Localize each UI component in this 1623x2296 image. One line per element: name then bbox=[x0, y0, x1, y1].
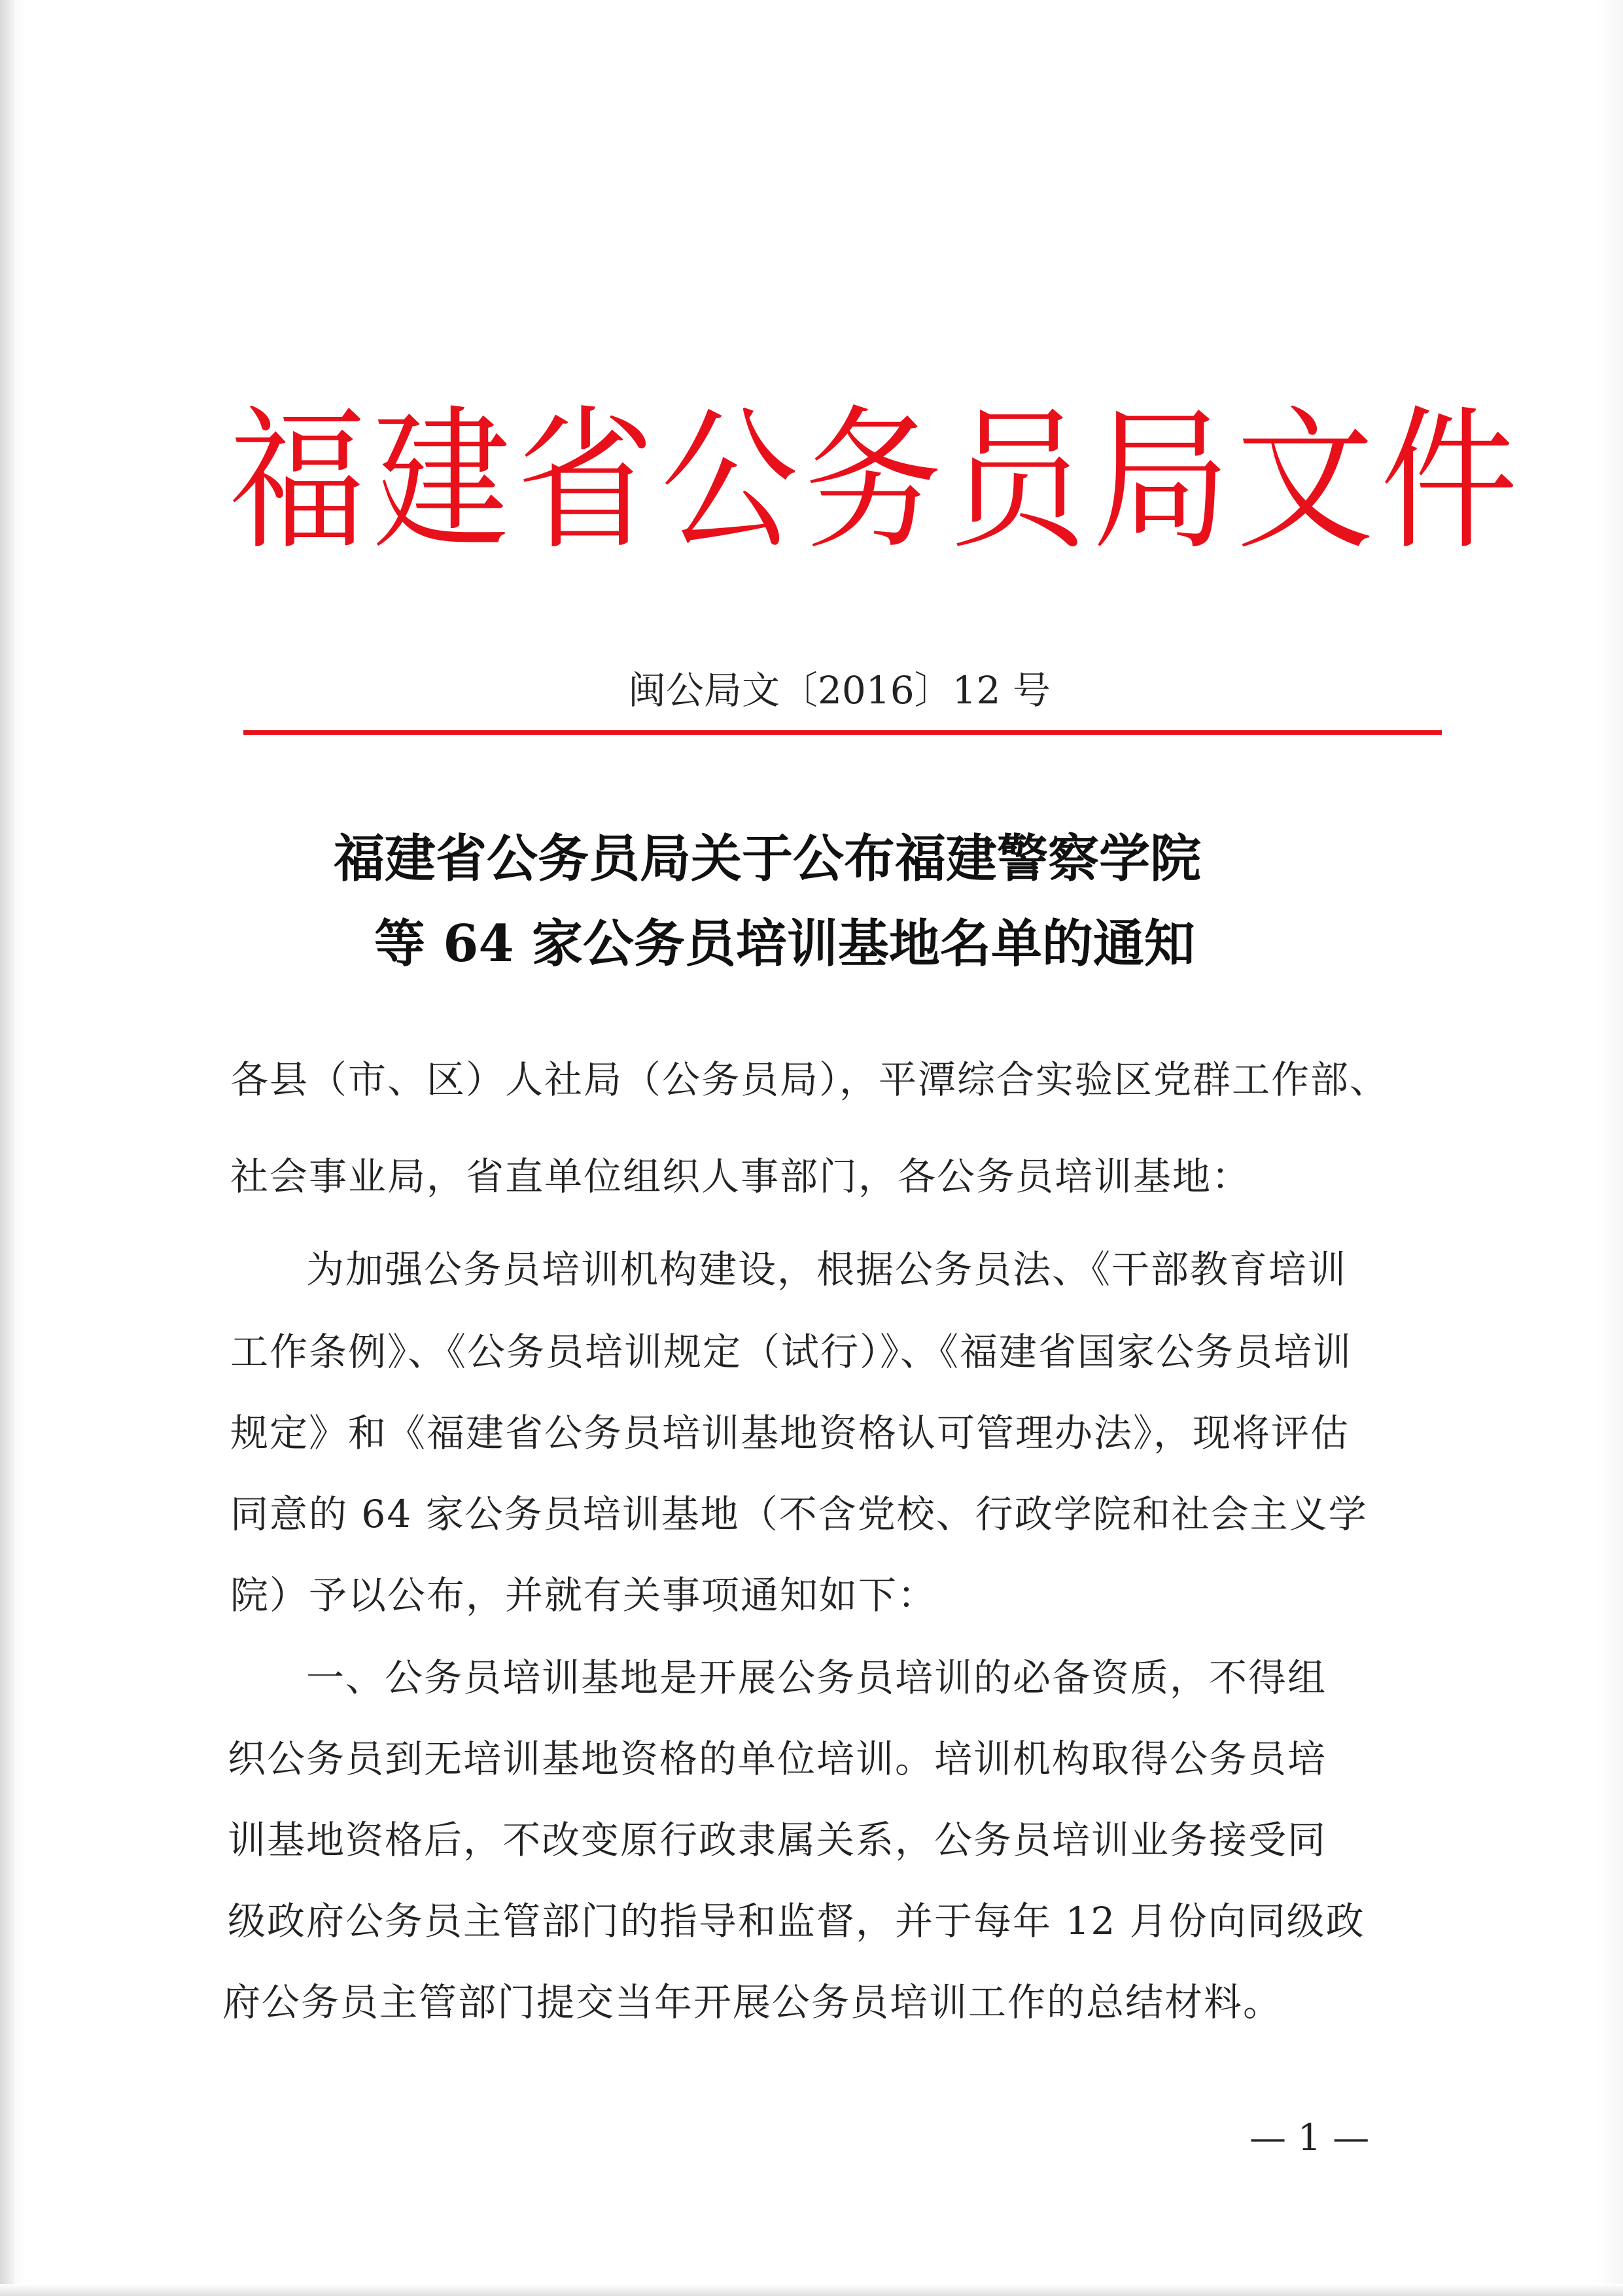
document-number: 闽公局文〔2016〕12 号 bbox=[628, 668, 1051, 713]
body-line: 规定》和《福建省公务员培训基地资格认可管理办法》，现将评估 bbox=[230, 1411, 1350, 1455]
body-line: 社会事业局，省直单位组织人事部门，各公务员培训基地： bbox=[230, 1154, 1251, 1199]
body-line: 院）予以公布，并就有关事项通知如下： bbox=[230, 1573, 937, 1617]
body-line: 一、公务员培训基地是开展公务员培训的必备资质，不得组 bbox=[306, 1655, 1327, 1700]
red-separator-line bbox=[243, 730, 1442, 735]
page-number: — 1 — bbox=[1249, 2117, 1370, 2159]
page-edge-shadow bbox=[0, 0, 14, 2296]
body-line: 级政府公务员主管部门的指导和监督，并于每年 12 月份向同级政 bbox=[228, 1899, 1365, 1943]
body-line: 织公务员到无培训基地资格的单位培训。培训机构取得公务员培 bbox=[228, 1737, 1327, 1781]
body-line: 训基地资格后，不改变原行政隶属关系，公务员培训业务接受同 bbox=[228, 1818, 1327, 1862]
body-line: 各县（市、区）人社局（公务员局），平潭综合实验区党群工作部、 bbox=[230, 1057, 1389, 1102]
agency-header-title: 福建省公务员局文件 bbox=[229, 391, 1525, 571]
notice-title-line-2: 等 64 家公务员培训基地名单的通知 bbox=[374, 914, 1195, 974]
body-line: 工作条例》、《公务员培训规定（试行）》、《福建省国家公务员培训 bbox=[230, 1330, 1353, 1374]
body-line: 同意的 64 家公务员培训基地（不含党校、行政学院和社会主义学 bbox=[230, 1492, 1368, 1536]
body-line: 为加强公务员培训机构建设，根据公务员法、《干部教育培训 bbox=[306, 1247, 1348, 1292]
page-bottom-edge bbox=[0, 2284, 1623, 2296]
notice-title-line-1: 福建省公务员局关于公布福建警察学院 bbox=[334, 829, 1202, 889]
body-line: 府公务员主管部门提交当年开展公务员培训工作的总结材料。 bbox=[222, 1980, 1283, 2024]
